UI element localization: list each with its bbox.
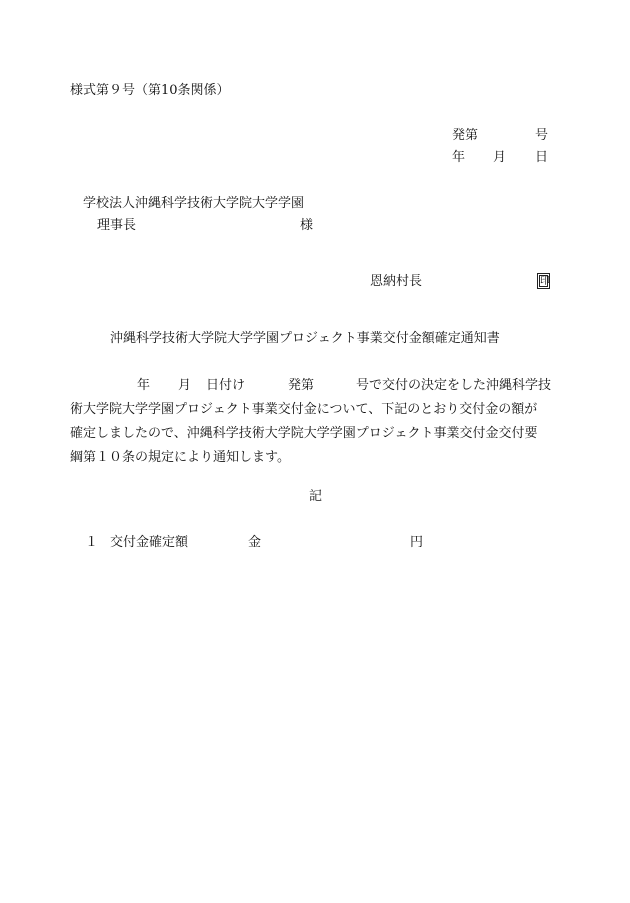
item-currency-prefix: 金 bbox=[248, 535, 262, 550]
issue-month: 月 bbox=[493, 150, 507, 165]
seal-stamp bbox=[537, 273, 550, 289]
body-year: 年 bbox=[137, 378, 151, 393]
recipient-honorific: 様 bbox=[300, 218, 314, 233]
issue-year: 年 bbox=[452, 150, 466, 165]
body-line-2: 術大学院大学学園プロジェクト事業交付金について、下記のとおり交付金の額が bbox=[70, 402, 538, 417]
item-unit: 円 bbox=[410, 535, 424, 550]
body-issue-number: 発第 bbox=[288, 378, 315, 393]
issue-day: 日 bbox=[535, 150, 549, 165]
issue-number-prefix: 発第 bbox=[452, 128, 479, 143]
body-line-4: 綱第１０条の規定により通知します。 bbox=[70, 450, 290, 465]
recipient-title: 理事長 bbox=[97, 218, 137, 233]
form-label: 様式第９号（第10条関係） bbox=[70, 83, 230, 98]
recipient-organization: 学校法人沖縄科学技術大学院大学学園 bbox=[83, 196, 305, 211]
body-month: 月 bbox=[178, 378, 192, 393]
ki-heading: 記 bbox=[309, 489, 323, 504]
sender-title: 恩納村長 bbox=[370, 274, 423, 289]
body-line1-rest: 号で交付の決定をした沖縄科学技 bbox=[356, 378, 552, 393]
item-number: １ bbox=[85, 535, 99, 550]
body-line-3: 確定しましたので、沖縄科学技術大学院大学学園プロジェクト事業交付金交付要 bbox=[70, 426, 538, 441]
item-label: 交付金確定額 bbox=[110, 535, 189, 550]
seal-label: 印 bbox=[540, 276, 550, 287]
body-date: 日付け bbox=[206, 378, 246, 393]
issue-number-suffix: 号 bbox=[535, 128, 549, 143]
body-paragraph bbox=[70, 398, 560, 470]
document-title: 沖縄科学技術大学院大学学園プロジェクト事業交付金額確定通知書 bbox=[110, 331, 500, 346]
